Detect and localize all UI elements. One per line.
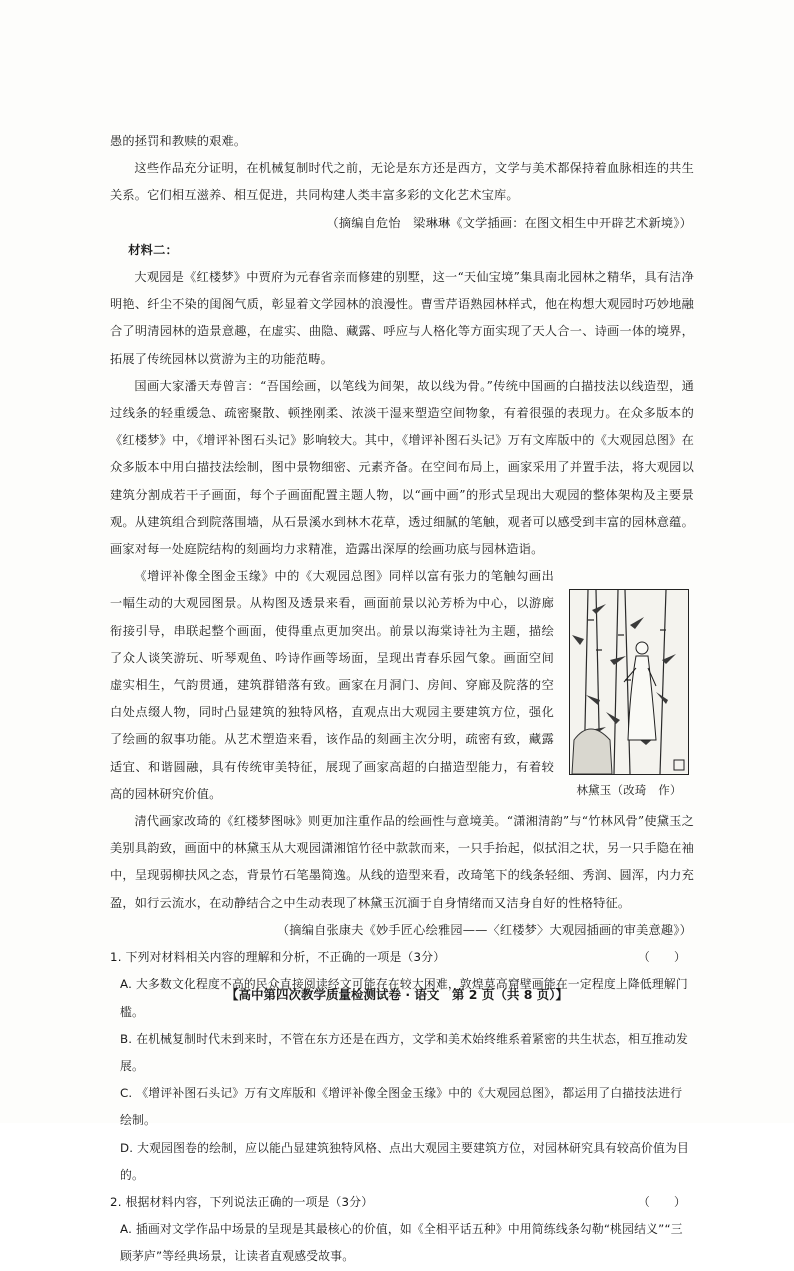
question-1-option-d[interactable]: D. 大观园图卷的绘制，应以能凸显建筑独特风格、点出大观园主要建筑方位，对园林研究具有较高价值为目的。: [120, 1140, 690, 1182]
lin-daiyu-illustration: [569, 589, 689, 775]
material2-source: （摘编自张康夫《妙手匠心绘雅园——〈红楼梦〉大观园插画的审美意趣》）: [276, 922, 692, 937]
page-content: [110, 128, 694, 1271]
question-1-stem: 1. 下列对材料相关内容的理解和分析，不正确的一项是（3分）: [110, 950, 446, 965]
material2-paragraph-1: 大观园是《红楼梦》中贾府为元春省亲而修建的别墅，这一“天仙宝境”集具南北园林之精华，具有洁净明艳、纤尘不染的闺阁气质，彰显着文学园林的浪漫性。曹雪芹语熟园林样式，他在构想大观园时巧妙地融合了明清园林的造景意趣，在虚实、曲隐、藏露、呼应与人格化等方面实现了天人合一、诗画一体的境界，拓展了传统园林以赏游为主的功能范畴。: [110, 270, 694, 366]
question-1-option-b[interactable]: B. 在机械复制时代未到来时，不管在东方还是在西方，文学和美术始终维系着紧密的共生状态，相互推动发展。: [120, 1031, 689, 1073]
bamboo-figure-drawing: [570, 590, 688, 774]
material1-source: （摘编自危怡 梁琳琳《文学插画：在图文相生中开辟艺术新境》）: [326, 215, 692, 230]
question-1: [110, 944, 694, 971]
material2-paragraph-3: 《增评补像全图金玉缘》中的《大观园总图》同样以富有张力的笔触勾画出一幅生动的大观园图景。从构图及透景来看，画面前景以沁芳桥为中心，以游廊衔接引导，串联起整个画面，使得重点更加突出。前景以海棠诗社为主题，描绘了众人谈笑游玩、听琴观鱼、吟诗作画等场面，呈现出青春乐园气象。画面空间虚实相生，气韵贯通，建筑群错落有致。画家在月洞门、房间、穿廊及院落的空白处点缀人物，同时凸显建筑的独特风格，直观点出大观园主要建筑方位，强化了绘画的叙事功能。从艺术塑造来看，该作品的刻画主次分明，疏密有致，藏露适宜、和谐圆融，具有传统审美特征，展现了画家高超的白描造型能力，有着较高的园林研究价值。: [110, 569, 554, 801]
material2-paragraph-2: 国画大家潘天寿曾言：“吾国绘画，以笔线为间架，故以线为骨。”传统中国画的白描技法以线造型，通过线条的轻重缓急、疏密聚散、顿挫刚柔、浓淡干湿来塑造空间物象，有着很强的表现力。在众多版本的《红楼梦》中，《增评补图石头记》影响较大。其中，《增评补图石头记》万有文库版中的《大观园总图》在众多版本中用白描技法绘制，图中景物细密、元素齐备。在空间布局上，画家采用了并置手法，将大观园以建筑分割成若干子画面，每个子画面配置主题人物，以“画中画”的形式呈现出大观园的整体架构及主要景观。从建筑组合到院落围墙，从石景溪水到林木花草，透过细腻的笔触，观者可以感受到丰富的园林意蕴。画家对每一处庭院结构的刻画均力求精准，造露出深厚的绘画功底与园林造诣。: [110, 378, 694, 557]
question-1-option-c[interactable]: C. 《增评补图石头记》万有文库版和《增评补像全图金玉缘》中的《大观园总图》，都运用了白描技法进行绘制。: [120, 1086, 683, 1128]
material2-paragraph-4: 清代画家改琦的《红楼梦图咏》则更加注重作品的绘画性与意境美。“潇湘清韵”与“竹林风骨”使黛玉之美别具韵致，画面中的林黛玉从大观园潇湘馆竹径中款款而来，一只手抬起，似拭泪之状，另一只手隐在袖中，呈现弱柳扶风之态，背景竹石笔墨简逸。从线的造型来看，改琦笔下的线条轻细、秀润、圆浑，内力充盈，如行云流水，在动静结合之中生动表现了林黛玉沉湎于自身情绪而又洁身自好的性格特征。: [110, 814, 694, 910]
question-2-option-a[interactable]: A. 插画对文学作品中场景的呈现是其最核心的价值，如《全相平话五种》中用简练线条勾勒“桃园结义”“三顾茅庐”等经典场景，让读者直观感受故事。: [120, 1222, 683, 1264]
question-2-answer-bracket[interactable]: （ ）: [638, 1194, 686, 1209]
question-2-stem: 2. 根据材料内容，下列说法正确的一项是（3分）: [110, 1194, 374, 1209]
material1-paragraph: 这些作品充分证明，在机械复制时代之前，无论是东方还是西方，文学与美术都保持着血脉相连的共生关系。它们相互滋养、相互促进，共同构建人类丰富多彩的文化艺术宝库。: [110, 161, 694, 203]
material1-tail-line: 愚的拯罚和教赎的艰难。: [110, 134, 247, 148]
figure-block: [564, 589, 694, 805]
question-1-option-a[interactable]: A. 大多数文化程度不高的民众直接阅读经文可能存在较大困难，敦煌莫高窟壁画能在一定程度上降低理解门槛。: [120, 977, 688, 1019]
material2-heading: 材料二：: [128, 242, 178, 257]
figure-caption: 林黛玉（改琦 作）: [576, 783, 682, 798]
question-2: [110, 1189, 694, 1216]
page-footer: 【高中第四次教学质量检测试卷 · 语文 第 2 页（共 8 页）】: [225, 987, 568, 1002]
question-1-answer-bracket[interactable]: （ ）: [638, 950, 686, 965]
